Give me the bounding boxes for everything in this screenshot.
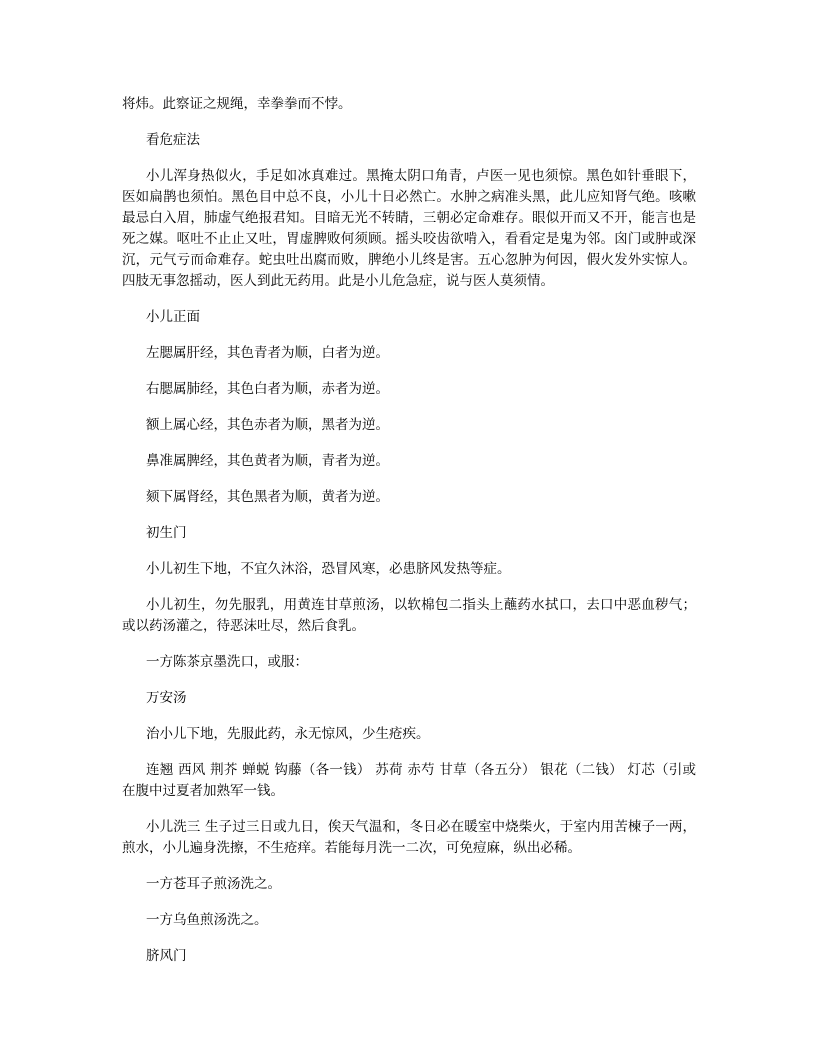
paragraph-recipe-purpose: 治小儿下地，先服此药，永无惊风，少生疮疾。 <box>146 726 430 742</box>
paragraph-left-cheek: 左腮属肝经，其色青者为顺，白者为逆。 <box>146 345 389 361</box>
paragraph-right-cheek: 右腮属肺经，其色白者为顺，赤者为逆。 <box>146 381 389 397</box>
recipe-title-wanan-tang: 万安汤 <box>146 690 187 706</box>
section-heading-child-face: 小儿正面 <box>146 309 200 325</box>
section-heading-umbilical-wind: 脐风门 <box>146 948 187 964</box>
paragraph-third-day-bath: 小儿洗三 生子过三日或九日，俟天气温和，冬日必在暖室中烧柴火，于室内用苦楝子一两，煎水，小儿遍身洗擦，不生疮痒。若能每月洗一二次，可免痘麻，纵出必稀。 <box>122 819 696 856</box>
paragraph-cocklebur-wash: 一方苍耳子煎汤洗之。 <box>146 876 281 892</box>
paragraph-danger-signs-verse: 小儿浑身热似火，手足如冰真难过。黑掩太阴口角青，卢医一见也须惊。黑色如针垂眼下，医如扁鹊也须怕。黑色目中总不良，小儿十日必然亡。水肿之病准头黑，此儿应知肾气绝。咳嗽最忌白入眉，肺虚气绝报君知。目暗无光不转睛，三朝必定命难存。眼似开而又不开，能言也是死之媒。呕吐不止止又吐，胃虚脾败何须顾。摇头咬齿欲啃入，看看定是鬼为邻。囟门或肿或深沉，元气亏而命难存。蛇虫吐出腐而败，脾绝小儿终是害。五心忽肿为何因，假火发外实惊人。四肢无事忽摇动，医人到此无药用。此是小儿危急症，说与医人莫须情。 <box>122 168 696 289</box>
paragraph-nose-tip: 鼻准属脾经，其色黄者为顺，青者为逆。 <box>146 453 389 469</box>
paragraph-chin: 颏下属肾经，其色黑者为顺，黄者为逆。 <box>146 489 389 505</box>
section-heading-newborn: 初生门 <box>146 525 187 541</box>
paragraph-continuation: 将炜。此察证之规绳，幸拳拳而不悖。 <box>122 96 352 112</box>
paragraph-newborn-bathing: 小儿初生下地，不宜久沐浴，恐冒风寒，必患脐风发热等症。 <box>146 561 511 577</box>
document-body <box>122 94 696 982</box>
paragraph-alternate-remedy: 一方陈茶京墨洗口，或服： <box>146 654 308 670</box>
paragraph-newborn-mouth-cleaning: 小儿初生，勿先服乳，用黄连甘草煎汤，以软棉包二指头上蘸药水拭口，去口中恶血秽气；或以药汤灌之，待恶沫吐尽，然后食乳。 <box>122 597 696 634</box>
paragraph-snakehead-fish-wash: 一方乌鱼煎汤洗之。 <box>146 912 268 928</box>
paragraph-forehead: 额上属心经，其色赤者为顺，黑者为逆。 <box>146 417 389 433</box>
section-heading-danger-signs: 看危症法 <box>146 132 200 148</box>
paragraph-recipe-ingredients: 连翘 西风 荆芥 蝉蜕 钩藤（各一钱） 苏荷 赤芍 甘草（各五分） 银花（二钱） 灯芯（引或在腹中过夏者加熟军一钱。 <box>122 762 696 799</box>
